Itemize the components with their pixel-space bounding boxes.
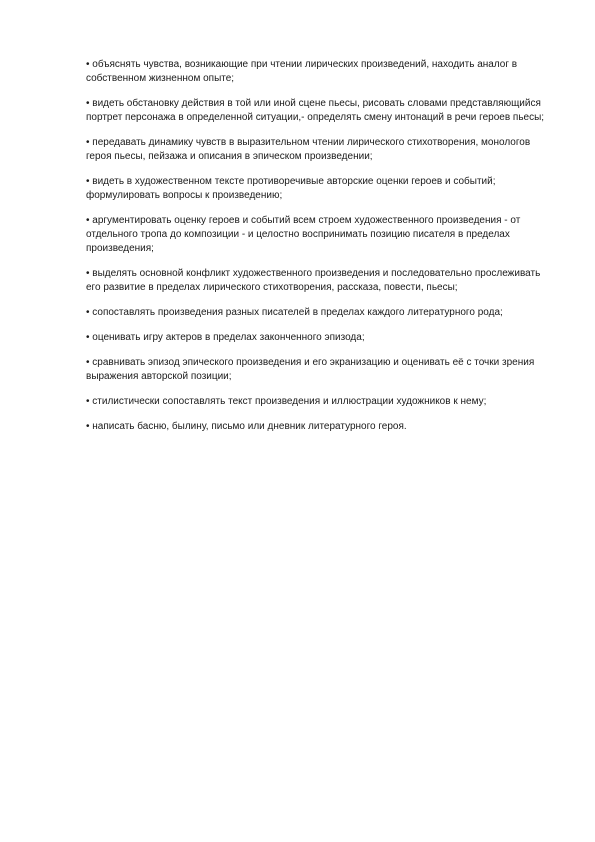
list-item: • видеть в художественном тексте противоречивые авторские оценки героев и событий; формулировать вопросы к произведению; <box>86 176 496 201</box>
list-item: • сравнивать эпизод эпического произведения и его экранизацию и оценивать её с точки зрения выражения авторской позиции; <box>86 357 535 382</box>
list-item: • оценивать игру актеров в пределах законченного эпизода; <box>86 332 365 343</box>
list-item: • стилистически сопоставлять текст произведения и иллюстрации художников к нему; <box>86 396 487 407</box>
list-item: • объяснять чувства, возникающие при чтении лирических произведений, находить аналог в собственном жизненном опыте; <box>86 59 518 84</box>
list-item: • выделять основной конфликт художественного произведения и последовательно прослеживать его развитие в пределах лирического стихотворения, рассказа, повести, пьесы; <box>86 268 541 293</box>
list-item: • сопоставлять произведения разных писателей в пределах каждого литературного рода; <box>86 307 503 318</box>
document-body <box>86 58 556 445</box>
list-item: • аргументировать оценку героев и событий всем строем художественного произведения - от отдельного тропа до композиции - и целостно воспринимать позицию писателя в пределах произведения; <box>86 215 521 254</box>
list-item: • передавать динамику чувств в выразительном чтении лирического стихотворения, монологов героя пьесы, пейзажа и описания в эпическом произведении; <box>86 137 531 162</box>
list-item: • видеть обстановку действия в той или иной сцене пьесы, рисовать словами представляющийся портрет персонажа в определенной ситуации,- определять смену интонаций в речи героев пьесы; <box>86 98 545 123</box>
list-item: • написать басню, былину, письмо или дневник литературного героя. <box>86 421 407 432</box>
